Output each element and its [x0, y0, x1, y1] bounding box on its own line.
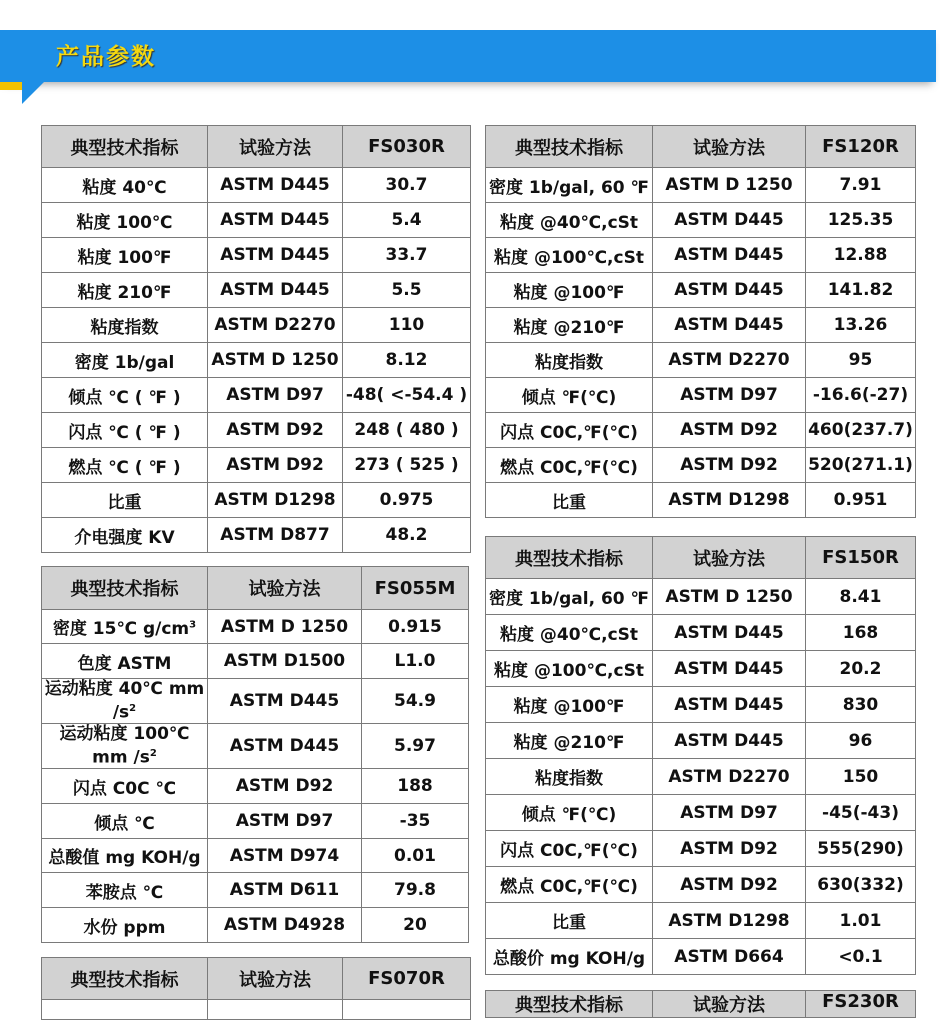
cell-property — [42, 610, 208, 644]
cell-method: ASTM D974 — [208, 839, 362, 873]
table-header-row — [486, 537, 916, 579]
table-row — [486, 483, 916, 518]
cell-method: ASTM D445 — [653, 615, 806, 651]
superscript: 2 — [149, 748, 157, 760]
cell-value: <0.1 — [806, 939, 916, 975]
table-row — [486, 203, 916, 238]
cell-property: 闪点 C0C,℉(℃) — [486, 413, 653, 448]
banner-flag-icon — [22, 82, 44, 104]
table-row — [486, 273, 916, 308]
cell-method: ASTM D97 — [208, 804, 362, 839]
cell-method: ASTM D445 — [653, 203, 806, 238]
cell-method: ASTM D92 — [653, 413, 806, 448]
header-property: 典型技术指标 — [486, 991, 653, 1018]
cell-value: 1.01 — [806, 903, 916, 939]
cell-property-text: 密度 15℃ g/cm — [52, 619, 190, 639]
cell-property: 总酸价 mg KOH/g — [486, 939, 653, 975]
cell-value: 555(290) — [806, 831, 916, 867]
spec-table-partial — [485, 990, 916, 1018]
cell-method: ASTM D 1250 — [653, 579, 806, 615]
cell-method: ASTM D445 — [208, 724, 362, 769]
cell-value: 5.97 — [362, 724, 469, 769]
cell-method: ASTM D97 — [208, 378, 343, 413]
table-row — [42, 273, 471, 308]
table-row — [486, 759, 916, 795]
superscript: 2 — [129, 703, 137, 715]
cell-property: 燃点 C0C,℉(℃) — [486, 867, 653, 903]
cell-property: 粘度 @100℉ — [486, 687, 653, 723]
header-property: 典型技术指标 — [42, 567, 208, 610]
superscript: 3 — [189, 619, 197, 631]
spec-table-fs030r — [41, 125, 471, 553]
cell-value: 33.7 — [343, 238, 471, 273]
cell-method: ASTM D445 — [208, 238, 343, 273]
cell-value: 13.26 — [806, 308, 916, 343]
cell-property — [42, 724, 208, 769]
table-header-row — [42, 126, 471, 168]
header-property: 典型技术指标 — [42, 126, 208, 168]
cell-value: 110 — [343, 308, 471, 343]
cell-method: ASTM D 1250 — [653, 168, 806, 203]
cell-property: 粘度 100℃ — [42, 203, 208, 238]
cell-property: 倾点 ℉(℃) — [486, 378, 653, 413]
header-product: FS150R — [806, 537, 916, 579]
header-product: FS055M — [362, 567, 469, 610]
header-product: FS070R — [343, 958, 471, 1000]
table-row — [42, 308, 471, 343]
cell-value: 248 ( 480 ) — [343, 413, 471, 448]
table-row — [42, 679, 469, 724]
cell-method: ASTM D92 — [208, 769, 362, 804]
cell-value: 460(237.7) — [806, 413, 916, 448]
header-method: 试验方法 — [208, 126, 343, 168]
cell-value: 20.2 — [806, 651, 916, 687]
table-row — [42, 238, 471, 273]
cell-value: 54.9 — [362, 679, 469, 724]
table-row — [486, 579, 916, 615]
cell-method: ASTM D445 — [653, 687, 806, 723]
cell-method: ASTM D445 — [653, 308, 806, 343]
cell-property: 粘度 @100℉ — [486, 273, 653, 308]
cell-method: ASTM D92 — [208, 413, 343, 448]
cell-property: 总酸值 mg KOH/g — [42, 839, 208, 873]
section-banner — [0, 30, 936, 82]
table-row — [486, 378, 916, 413]
table-row — [486, 831, 916, 867]
cell-method: ASTM D445 — [208, 679, 362, 724]
header-property: 典型技术指标 — [486, 537, 653, 579]
cell-property: 粘度 @210℉ — [486, 308, 653, 343]
cell-value: 0.915 — [362, 610, 469, 644]
cell-method: ASTM D92 — [208, 448, 343, 483]
table-row — [42, 448, 471, 483]
cell-value: 48.2 — [343, 518, 471, 553]
cell-property: 比重 — [486, 903, 653, 939]
cell-property: 闪点 ℃ ( ℉ ) — [42, 413, 208, 448]
table-row — [42, 343, 471, 378]
cell-method: ASTM D445 — [208, 273, 343, 308]
cell-property: 粘度指数 — [42, 308, 208, 343]
table-header-row — [42, 567, 469, 610]
cell-value: 8.12 — [343, 343, 471, 378]
cell-property: 密度 1b/gal, 60 ℉ — [486, 579, 653, 615]
spec-table-fs070r — [41, 957, 471, 1020]
cell-value: -48( <-54.4 ) — [343, 378, 471, 413]
cell-value: 150 — [806, 759, 916, 795]
header-product: FS230R — [806, 991, 916, 1018]
section-title: 产品参数 — [56, 44, 156, 70]
header-method: 试验方法 — [653, 126, 806, 168]
cell-method: ASTM D1298 — [653, 483, 806, 518]
cell-property: 粘度指数 — [486, 759, 653, 795]
table-row — [486, 795, 916, 831]
cell-property: 燃点 ℃ ( ℉ ) — [42, 448, 208, 483]
table-row — [42, 610, 469, 644]
cell-method: ASTM D1298 — [653, 903, 806, 939]
cell-method: ASTM D2270 — [653, 759, 806, 795]
table-row — [486, 615, 916, 651]
table-row — [486, 687, 916, 723]
table-row — [42, 203, 471, 238]
spec-table-fs120r — [485, 125, 916, 518]
table-row — [42, 804, 469, 839]
cell-method: ASTM D877 — [208, 518, 343, 553]
table-row — [42, 769, 469, 804]
cell-method: ASTM D92 — [653, 867, 806, 903]
cell-method: ASTM D445 — [653, 651, 806, 687]
cell-method: ASTM D97 — [653, 795, 806, 831]
cell-method: ASTM D4928 — [208, 908, 362, 943]
table-row — [486, 867, 916, 903]
cell-property: 倾点 ℉(℃) — [486, 795, 653, 831]
cell-property: 倾点 ℃ — [42, 804, 208, 839]
cell-property: 闪点 C0C,℉(℃) — [486, 831, 653, 867]
table-row — [486, 343, 916, 378]
cell-method: ASTM D97 — [653, 378, 806, 413]
cell-property-text: 运动粘度 40℃ mm /s — [44, 679, 205, 723]
cell-value: 630(332) — [806, 867, 916, 903]
table-row — [42, 378, 471, 413]
cell-property: 介电强度 KV — [42, 518, 208, 553]
cell-method: ASTM D664 — [653, 939, 806, 975]
table-row — [42, 518, 471, 553]
table-header-row — [486, 991, 916, 1018]
cell-value: 273 ( 525 ) — [343, 448, 471, 483]
cell-value: 79.8 — [362, 873, 469, 908]
cell-property: 苯胺点 ℃ — [42, 873, 208, 908]
cell-property-text: 运动粘度 100℃ mm /s — [59, 724, 190, 768]
table-row — [486, 651, 916, 687]
table-row — [486, 723, 916, 759]
table-row — [42, 724, 469, 769]
cell-property: 粘度 @210℉ — [486, 723, 653, 759]
cell-method: ASTM D445 — [653, 273, 806, 308]
cell-value: 141.82 — [806, 273, 916, 308]
cell-value: L1.0 — [362, 644, 469, 679]
cell-property: 水份 ppm — [42, 908, 208, 943]
cell-property — [42, 679, 208, 724]
cell-value: 168 — [806, 615, 916, 651]
cell-property: 粘度 @100℃,cSt — [486, 651, 653, 687]
cell-property: 粘度 40℃ — [42, 168, 208, 203]
cell-value: 5.4 — [343, 203, 471, 238]
cell-method: ASTM D1298 — [208, 483, 343, 518]
cell-value: 188 — [362, 769, 469, 804]
table-row — [42, 168, 471, 203]
cell-value: 7.91 — [806, 168, 916, 203]
cell-method: ASTM D611 — [208, 873, 362, 908]
cell-property: 比重 — [42, 483, 208, 518]
table-row — [486, 448, 916, 483]
table-row — [486, 168, 916, 203]
table-row — [486, 413, 916, 448]
cell-method: ASTM D 1250 — [208, 610, 362, 644]
cell-property: 粘度指数 — [486, 343, 653, 378]
table-row — [42, 1000, 471, 1020]
table-row — [42, 908, 469, 943]
cell-empty — [343, 1000, 471, 1020]
table-row — [486, 308, 916, 343]
table-row — [486, 903, 916, 939]
header-method: 试验方法 — [208, 567, 362, 610]
cell-property: 粘度 @100℃,cSt — [486, 238, 653, 273]
cell-method: ASTM D92 — [653, 448, 806, 483]
cell-method: ASTM D2270 — [653, 343, 806, 378]
cell-value: -35 — [362, 804, 469, 839]
banner-accent — [0, 82, 24, 90]
cell-method: ASTM D445 — [653, 723, 806, 759]
cell-method: ASTM D445 — [208, 203, 343, 238]
cell-property: 粘度 210℉ — [42, 273, 208, 308]
table-row — [42, 873, 469, 908]
cell-value: 20 — [362, 908, 469, 943]
table-header-row — [486, 126, 916, 168]
cell-value: 96 — [806, 723, 916, 759]
cell-value: 30.7 — [343, 168, 471, 203]
cell-method: ASTM D 1250 — [208, 343, 343, 378]
cell-value: -16.6(-27) — [806, 378, 916, 413]
cell-value: 0.975 — [343, 483, 471, 518]
cell-empty — [42, 1000, 208, 1020]
cell-empty — [208, 1000, 343, 1020]
cell-value: 0.951 — [806, 483, 916, 518]
cell-value: 95 — [806, 343, 916, 378]
cell-value: 125.35 — [806, 203, 916, 238]
header-product: FS120R — [806, 126, 916, 168]
cell-value: 5.5 — [343, 273, 471, 308]
header-property: 典型技术指标 — [42, 958, 208, 1000]
cell-property: 闪点 C0C ℃ — [42, 769, 208, 804]
cell-method: ASTM D445 — [653, 238, 806, 273]
header-property: 典型技术指标 — [486, 126, 653, 168]
cell-method: ASTM D445 — [208, 168, 343, 203]
cell-property: 色度 ASTM — [42, 644, 208, 679]
cell-property: 粘度 @40℃,cSt — [486, 615, 653, 651]
header-method: 试验方法 — [653, 537, 806, 579]
spec-table-fs055m — [41, 566, 469, 943]
cell-value: 0.01 — [362, 839, 469, 873]
cell-property: 比重 — [486, 483, 653, 518]
cell-property: 粘度 100℉ — [42, 238, 208, 273]
table-row — [486, 238, 916, 273]
table-row — [42, 413, 471, 448]
header-method: 试验方法 — [208, 958, 343, 1000]
header-method: 试验方法 — [653, 991, 806, 1018]
cell-method: ASTM D1500 — [208, 644, 362, 679]
cell-value: -45(-43) — [806, 795, 916, 831]
table-row — [42, 644, 469, 679]
table-row — [42, 483, 471, 518]
cell-property: 燃点 C0C,℉(℃) — [486, 448, 653, 483]
cell-property: 密度 1b/gal, 60 ℉ — [486, 168, 653, 203]
cell-method: ASTM D92 — [653, 831, 806, 867]
cell-value: 8.41 — [806, 579, 916, 615]
cell-value: 520(271.1) — [806, 448, 916, 483]
table-header-row — [42, 958, 471, 1000]
table-row — [42, 839, 469, 873]
cell-property: 密度 1b/gal — [42, 343, 208, 378]
cell-property: 粘度 @40℃,cSt — [486, 203, 653, 238]
cell-value: 12.88 — [806, 238, 916, 273]
cell-value: 830 — [806, 687, 916, 723]
cell-property: 倾点 ℃ ( ℉ ) — [42, 378, 208, 413]
table-row — [486, 939, 916, 975]
header-product: FS030R — [343, 126, 471, 168]
cell-method: ASTM D2270 — [208, 308, 343, 343]
spec-table-fs150r — [485, 536, 916, 975]
